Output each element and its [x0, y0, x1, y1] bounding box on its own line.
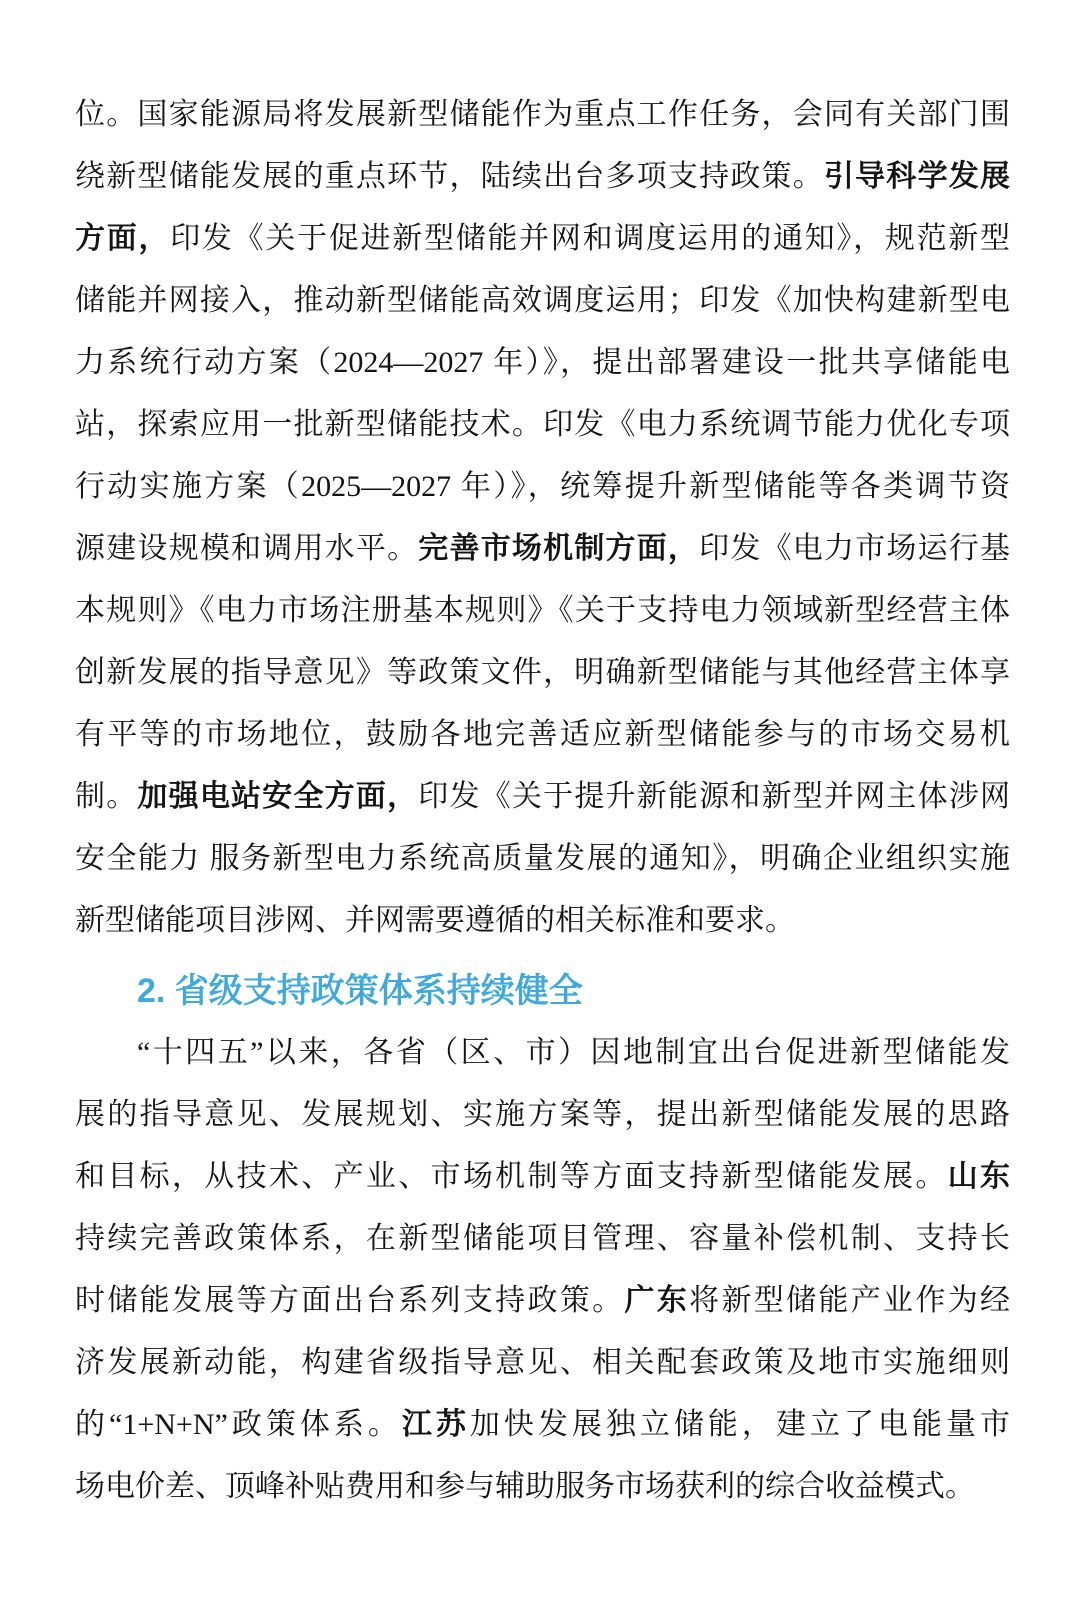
text-segment: 持续完善政策体系，在新型储能项目管理、容量补偿机制、支持长: [75, 1222, 1010, 1255]
text-line: [75, 1084, 1010, 1146]
text-line: [75, 828, 1010, 890]
text-line: [75, 270, 1010, 332]
emphasis-text-segment: 完善市场机制方面，: [418, 532, 700, 565]
emphasis-text-segment: 方面，: [75, 222, 171, 255]
emphasis-text-segment: 引导科学发展: [823, 160, 1010, 193]
text-line: [75, 1146, 1010, 1208]
text-segment: 印发《关于提升新能源和新型并网主体涉网: [418, 780, 1010, 813]
text-line: [75, 332, 1010, 394]
text-line: [75, 766, 1010, 828]
text-segment: 站，探索应用一批新型储能技术。印发《电力系统调节能力优化专项: [75, 408, 1010, 441]
text-line: [75, 146, 1010, 208]
text-line: [75, 704, 1010, 766]
text-line: [75, 890, 1010, 952]
text-line: [75, 1456, 1010, 1518]
text-segment: 济发展新动能，构建省级指导意见、相关配套政策及地市实施细则: [75, 1346, 1010, 1379]
text-line: [75, 580, 1010, 642]
text-segment: 场电价差、顶峰补贴费用和参与辅助服务市场获利的综合收益模式。: [75, 1470, 975, 1503]
emphasis-text-segment: 加强电站安全方面，: [137, 780, 419, 813]
text-segment: 安全能力 服务新型电力系统高质量发展的通知》，明确企业组织实施: [75, 842, 1010, 875]
text-line: [75, 518, 1010, 580]
text-segment: 绕新型储能发展的重点环节，陆续出台多项支持政策。: [75, 160, 824, 193]
text-segment: 的“1+N+N”政策体系。: [75, 1408, 402, 1441]
text-segment: 本规则》《电力市场注册基本规则》《关于支持电力领域新型经营主体: [75, 594, 1010, 627]
text-segment: 印发《电力市场运行基: [699, 532, 1010, 565]
text-segment: 新型储能项目涉网、并网需要遵循的相关标准和要求。: [75, 904, 795, 937]
text-line: [75, 1270, 1010, 1332]
text-segment: 位。国家能源局将发展新型储能作为重点工作任务，会同有关部门围: [75, 98, 1010, 131]
text-line: [75, 1332, 1010, 1394]
text-segment: 有平等的市场地位，鼓励各地完善适应新型储能参与的市场交易机: [75, 718, 1010, 751]
text-segment: 展的指导意见、发展规划、实施方案等，提出新型储能发展的思路: [75, 1098, 1010, 1131]
text-line: [75, 394, 1010, 456]
text-segment: 将新型储能产业作为经: [689, 1284, 1010, 1317]
text-segment: 和目标，从技术、产业、市场机制等方面支持新型储能发展。: [75, 1160, 948, 1193]
text-segment: 储能并网接入，推动新型储能高效调度运用；印发《加快构建新型电: [75, 284, 1010, 317]
text-segment: 行动实施方案（2025—2027 年）》，统筹提升新型储能等各类调节资: [75, 470, 1010, 503]
text-line: [75, 456, 1010, 518]
text-segment: 印发《关于促进新型储能并网和调度运用的通知》，规范新型: [170, 222, 1010, 255]
emphasis-text-segment: 江苏: [401, 1408, 470, 1441]
text-segment: 制。: [75, 780, 138, 813]
text-segment: 创新发展的指导意见》等政策文件，明确新型储能与其他经营主体享: [75, 656, 1010, 689]
text-segment: “十四五”以来，各省（区、市）因地制宜出台促进新型储能发: [137, 1036, 1010, 1069]
emphasis-text-segment: 山东: [947, 1160, 1010, 1193]
text-segment: 加快发展独立储能，建立了电能量市: [469, 1408, 1010, 1441]
text-segment: 源建设规模和调用水平。: [75, 532, 419, 565]
text-segment: 时储能发展等方面出台系列支持政策。: [75, 1284, 625, 1317]
emphasis-text-segment: 广东: [624, 1284, 690, 1317]
text-line: [75, 208, 1010, 270]
text-line: [75, 84, 1010, 146]
text-line: [75, 1208, 1010, 1270]
text-line: [75, 642, 1010, 704]
page-content: [75, 84, 1010, 1518]
paragraph-policy-provincial: [75, 1022, 1010, 1518]
text-segment: 力系统行动方案（2024—2027 年）》，提出部署建设一批共享储能电: [75, 346, 1010, 379]
section-heading: 2. 省级支持政策体系持续健全: [137, 972, 583, 1010]
paragraph-policy-national: [75, 84, 1010, 952]
text-line: [75, 1022, 1010, 1084]
text-line: [75, 1394, 1010, 1456]
